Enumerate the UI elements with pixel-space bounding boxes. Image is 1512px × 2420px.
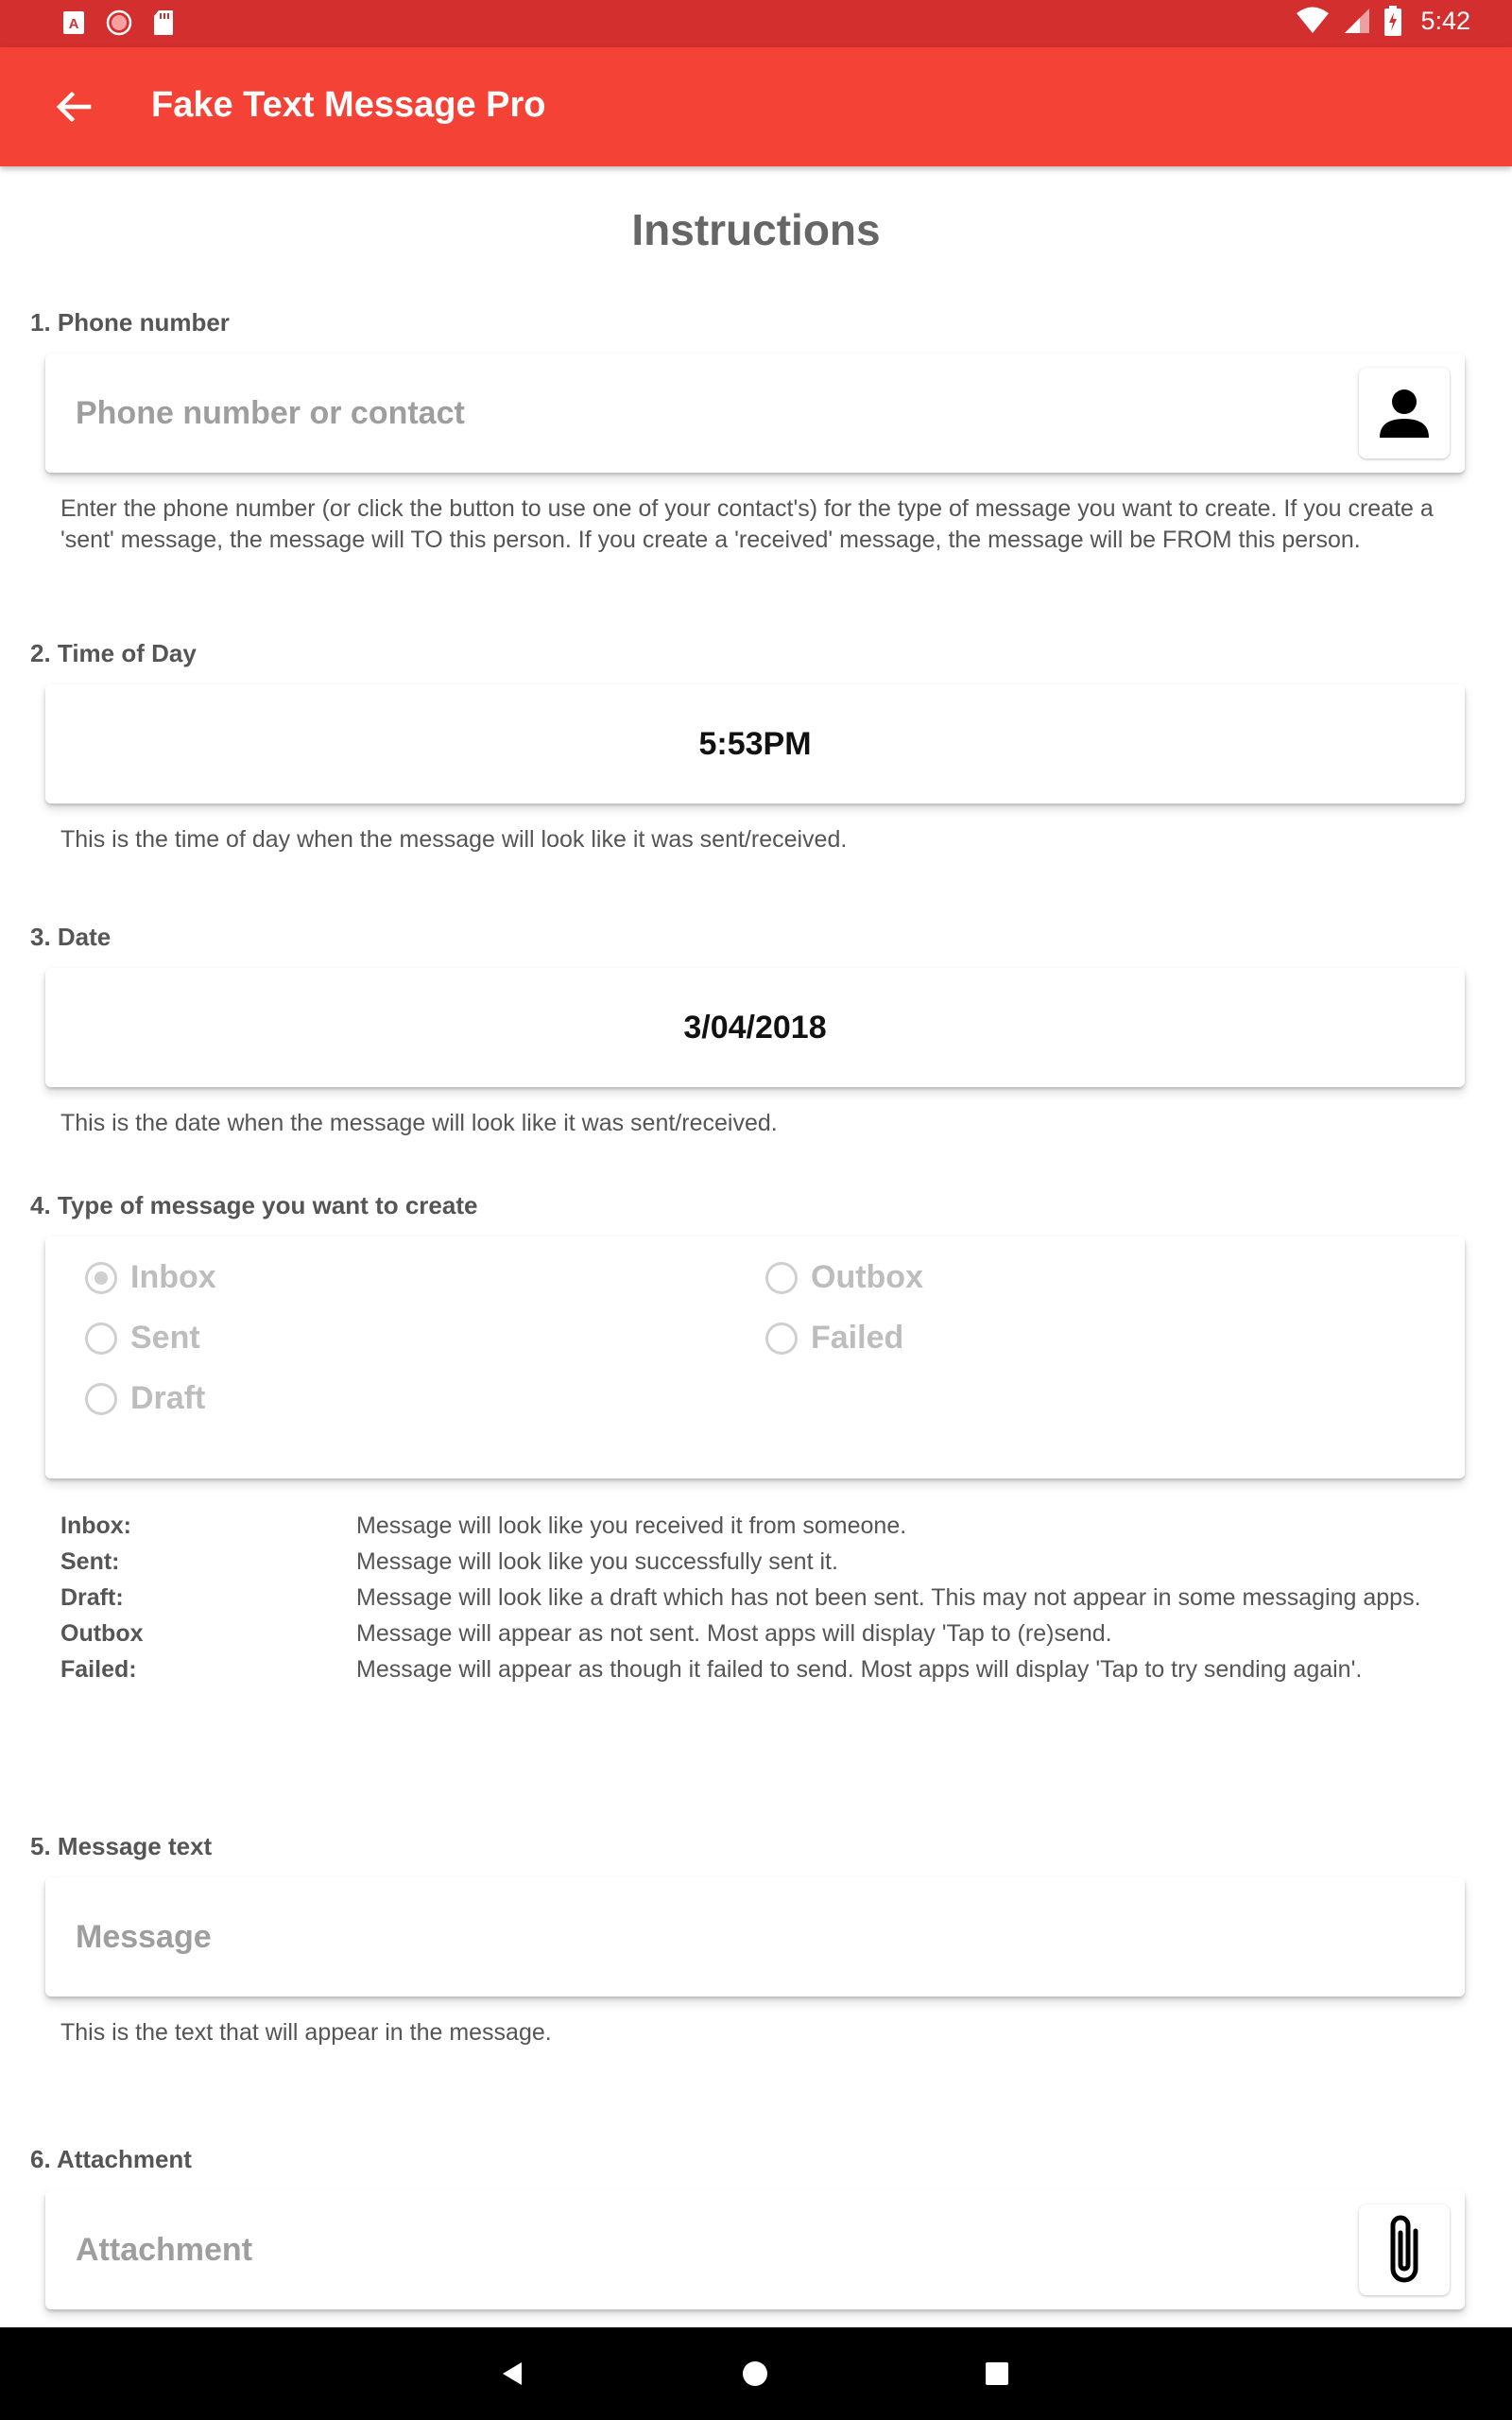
app-title: Fake Text Message Pro [151,85,546,125]
phone-number-label: 1. Phone number [30,308,230,337]
status-bar [0,0,1512,47]
radio-sent-label: Sent [130,1320,200,1356]
paperclip-icon [1378,2210,1431,2290]
date-label: 3. Date [30,923,112,951]
definition-desc: Message will look like you received it from someone. [356,1512,907,1539]
radio-outbox-label: Outbox [811,1259,923,1295]
message-type-label: 4. Type of message you want to create [30,1191,478,1219]
radio-draft-label: Draft [130,1380,206,1416]
record-icon [106,9,132,36]
attachment-label: 6. Attachment [30,2145,192,2173]
radio-draft[interactable] [85,1380,205,1417]
radio-failed-circle [765,1322,798,1355]
time-value: 5:53PM [698,725,812,762]
radio-inbox-label: Inbox [130,1259,216,1295]
definition-row [60,1511,1497,1542]
definition-term: Draft: [60,1584,124,1611]
app-bar [0,47,1512,166]
navigation-bar [0,2327,1512,2420]
phone-number-help: Enter the phone number (or click the button to use one of your contact's) for the type of message you want to create. If you create a 'sent' message, the message will TO this person. If you create a 'received' message, the message will be FROM this person. [60,495,1434,553]
contact-picker-button[interactable] [1359,368,1450,458]
time-of-day-button[interactable] [45,684,1465,804]
attachment-field[interactable] [45,2190,1465,2309]
radio-outbox[interactable] [765,1259,923,1296]
sd-card-icon [153,9,174,36]
attach-button[interactable] [1359,2204,1450,2295]
radio-failed-label: Failed [811,1320,904,1356]
definition-row [60,1618,1497,1650]
message-placeholder: Message [76,1918,212,1955]
radio-failed[interactable] [765,1320,903,1357]
arrow-back-icon[interactable] [49,82,98,131]
message-type-definitions [60,1511,1497,1690]
message-text-label: 5. Message text [30,1832,213,1860]
message-type-group [45,1236,1465,1478]
definition-desc: Message will look like a draft which has not been sent. This may not appear in some messaging apps. [356,1584,1421,1611]
page-title: Instructions [631,205,881,254]
date-value: 3/04/2018 [683,1009,827,1046]
cell-signal-icon [1343,7,1371,35]
wifi-icon [1296,7,1330,35]
nav-home-icon[interactable] [741,2360,769,2388]
definition-row [60,1582,1497,1614]
radio-inbox[interactable] [85,1259,216,1296]
svg-text:A: A [68,16,79,32]
attachment-placeholder: Attachment [76,2231,253,2268]
phone-number-placeholder: Phone number or contact [76,394,465,431]
nav-back-icon[interactable] [499,2360,527,2388]
radio-outbox-circle [765,1262,798,1294]
status-time: 5:42 [1420,6,1470,35]
date-help: This is the date when the message will look like it was sent/received. [60,1110,778,1136]
radio-draft-circle [85,1383,117,1415]
radio-sent-circle [85,1322,117,1355]
message-text-field[interactable] [45,1877,1465,1996]
person-icon [1374,383,1435,443]
definition-term: Failed: [60,1656,137,1683]
definition-row [60,1654,1497,1685]
time-of-day-help: This is the time of day when the message will look like it was sent/received. [60,826,848,853]
phone-number-field[interactable] [45,354,1465,473]
battery-charging-icon [1384,6,1401,36]
date-button[interactable] [45,968,1465,1087]
definition-term: Sent: [60,1548,120,1575]
definition-row [60,1547,1497,1578]
definition-desc: Message will look like you successfully sent it. [356,1548,838,1575]
a-app-icon [62,10,85,35]
radio-sent[interactable] [85,1320,200,1357]
definition-term: Inbox: [60,1512,131,1539]
message-text-help: This is the text that will appear in the message. [60,2019,552,2046]
time-of-day-label: 2. Time of Day [30,639,197,667]
radio-inbox-circle [85,1262,117,1294]
definition-term: Outbox [60,1620,144,1647]
definition-desc: Message will appear as not sent. Most apps will display 'Tap to (re)send. [356,1620,1112,1647]
definition-desc: Message will appear as though it failed to send. Most apps will display 'Tap to try sending again'. [356,1656,1363,1683]
nav-recents-icon[interactable] [984,2360,1010,2387]
